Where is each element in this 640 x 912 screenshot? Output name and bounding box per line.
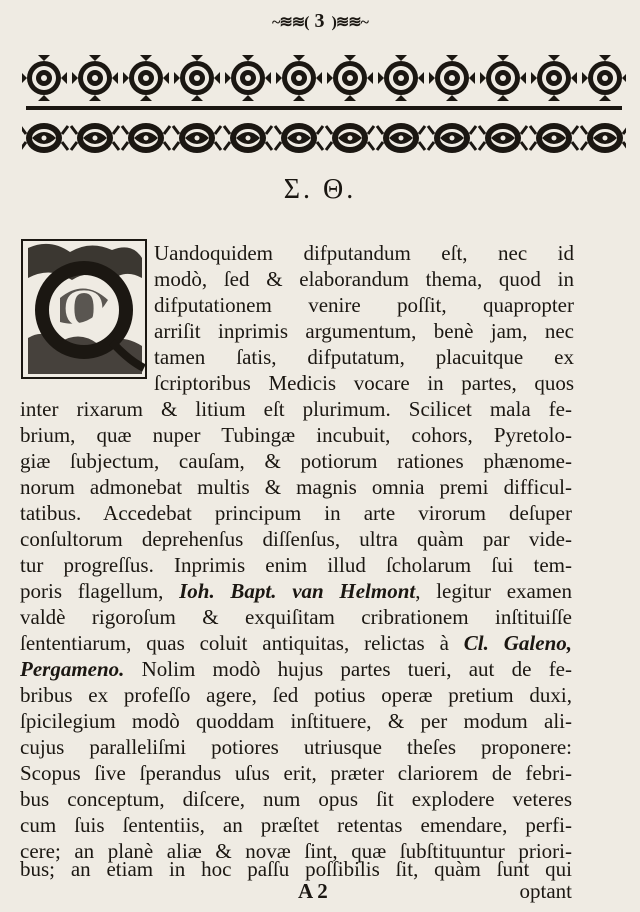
text-line: arriſit inprimis argumentum, benè jam, nec — [154, 319, 574, 343]
text-line: norum admonebat multis & magnis omnia premi difficul- — [20, 475, 572, 499]
signature-mark: A 2 — [298, 879, 328, 903]
text-line: cujus paralleliſmi potiores utriusque theſes proponere: — [20, 735, 572, 759]
text-line: brium, quæ nuper Tubingæ incubuit, cohors, Pyretolo- — [20, 423, 572, 447]
right-fleuron: )≋≋~ — [331, 14, 368, 31]
drop-cap-letter: Q — [62, 278, 106, 338]
text-line: bus; an etiam in hoc paſſu poſſibilis ſit, quàm ſunt qui — [20, 857, 572, 881]
text-line: Uandoquidem difputandum eſt, nec id — [154, 241, 574, 265]
text-line: difputationem venire poſſit, quapropter — [154, 293, 574, 317]
left-fleuron: ~≋≋( — [272, 14, 309, 31]
text-line: modò, ſed & elaborandum thema, quod in — [154, 267, 574, 291]
text-line: tamen ſatis, difputatum, placuitque ex — [154, 345, 574, 369]
text-line: tatibus. Accedebat principum in arte virorum deſuper — [20, 501, 572, 525]
text-line: valdè rigoroſum & exquiſitam cribrationem inſtituiſſe — [20, 605, 572, 629]
text-line: giæ ſubjectum, cauſam, & potiorum rationes phænome- — [20, 449, 572, 473]
text-fragment: , legitur examen — [415, 579, 573, 603]
text-fragment: ſententiarum, quas coluit antiquitas, relictas à — [20, 631, 449, 655]
page-footer — [20, 878, 572, 904]
text-line — [20, 630, 572, 656]
section-title: Σ. Θ. — [283, 174, 357, 205]
text-line: cere; an planè aliæ & novæ ſint, quæ ſubſtituuntur priori- — [20, 839, 572, 863]
decorated-initial-q — [20, 238, 148, 380]
text-line: ſpicilegium modò quoddam inſtituere, & per modum ali- — [20, 709, 572, 733]
text-line: conſultorum deprehenſus diſſenſus, ultra quàm par vide- — [20, 527, 572, 551]
floral-ornament-band — [22, 52, 626, 170]
text-line: bus conceptum, diſcere, num opus ſit explodere veteres — [20, 787, 572, 811]
text-line: ſcriptoribus Medicis vocare in partes, quos — [154, 371, 574, 395]
page-mark: 3 — [314, 10, 326, 32]
place-name-pergamon: Pergameno. — [20, 657, 125, 681]
page-header — [0, 10, 640, 33]
author-name-galen: Cl. Galeno, — [463, 631, 572, 655]
text-fragment: Nolim modò hujus partes tueri, aut de fe- — [124, 657, 572, 681]
text-line: inter rixarum & litium eſt plurimum. Scilicet mala fe- — [20, 397, 572, 421]
catchword: optant — [519, 879, 572, 903]
text-line: Scopus ſive ſperandus uſus erit, præter clariorem de febri- — [20, 761, 572, 785]
text-line: cum ſuis ſententiis, an præſtet retentas emendare, perfi- — [20, 813, 572, 837]
author-name-helmont: Ioh. Bapt. van Helmont — [179, 579, 416, 603]
text-line — [20, 578, 572, 604]
text-line: tur progreſſus. Inprimis enim illud ſcholarum ſui tem- — [20, 553, 572, 577]
text-line — [20, 656, 572, 682]
text-line: bribus ex profeſſo agere, ſed potius operæ pretium duxi, — [20, 683, 572, 707]
text-fragment: poris flagellum, — [20, 579, 180, 603]
